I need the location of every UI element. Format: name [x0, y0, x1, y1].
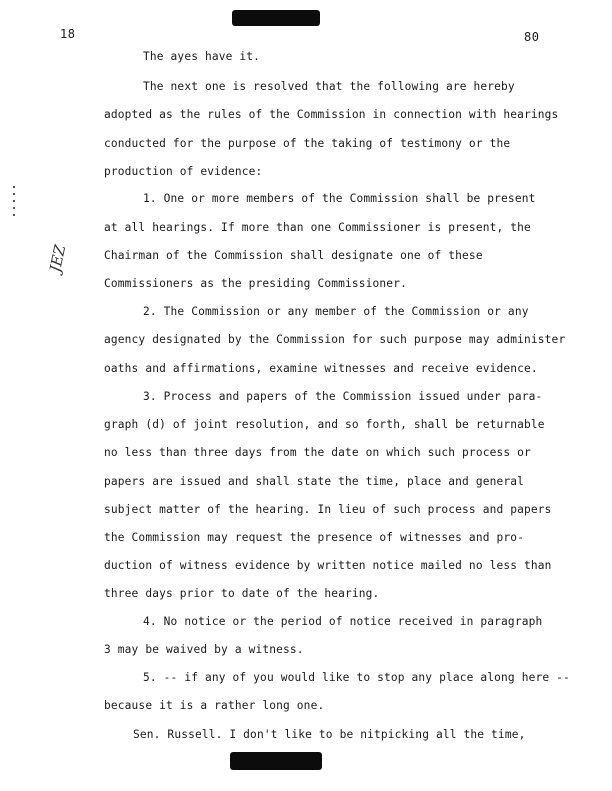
- transcript-line: at all hearings. If more than one Commissioner is present, the: [104, 221, 531, 234]
- transcript-line: Sen. Russell. I don't like to be nitpicking all the time,: [133, 728, 526, 741]
- transcript-line: Chairman of the Commission shall designate one of these: [104, 249, 483, 262]
- transcript-line: 4. No notice or the period of notice received in paragraph: [143, 615, 543, 628]
- transcript-line: because it is a rather long one.: [104, 699, 325, 712]
- transcript-line: subject matter of the hearing. In lieu of such process and papers: [104, 503, 552, 516]
- page-number-right: 80: [524, 30, 540, 44]
- transcript-line: conducted for the purpose of the taking of testimony or the: [104, 137, 511, 150]
- transcript-line: 5. -- if any of you would like to stop any place along here --: [143, 671, 570, 684]
- handwritten-initials: JEZ: [46, 243, 70, 274]
- redaction-bar-top: [232, 10, 320, 26]
- transcript-line: duction of witness evidence by written notice mailed no less than: [104, 559, 552, 572]
- transcript-line: Commissioners as the presiding Commissioner.: [104, 277, 407, 290]
- transcript-line: production of evidence:: [104, 165, 263, 178]
- transcript-line: The next one is resolved that the following are hereby: [143, 80, 515, 93]
- margin-marks: [12, 186, 18, 226]
- transcript-line: The ayes have it.: [143, 50, 261, 63]
- transcript-line: graph (d) of joint resolution, and so forth, shall be returnable: [104, 418, 545, 431]
- redaction-bar-bottom: [230, 752, 322, 770]
- transcript-line: papers are issued and shall state the time, place and general: [104, 475, 525, 488]
- transcript-line: three days prior to date of the hearing.: [104, 587, 380, 600]
- transcript-line: no less than three days from the date on which such process or: [104, 446, 531, 459]
- transcript-line: oaths and affirmations, examine witnesses and receive evidence.: [104, 362, 538, 375]
- transcript-line: 1. One or more members of the Commission shall be present: [143, 192, 536, 205]
- transcript-line: agency designated by the Commission for such purpose may administer: [104, 333, 566, 346]
- transcript-line: 3. Process and papers of the Commission issued under para-: [143, 390, 543, 403]
- transcript-line: 3 may be waived by a witness.: [104, 643, 304, 656]
- transcript-line: the Commission may request the presence of witnesses and pro-: [104, 531, 525, 544]
- transcript-line: adopted as the rules of the Commission in connection with hearings: [104, 108, 559, 121]
- page-number-left: 18: [60, 27, 76, 41]
- transcript-line: 2. The Commission or any member of the Commission or any: [143, 305, 529, 318]
